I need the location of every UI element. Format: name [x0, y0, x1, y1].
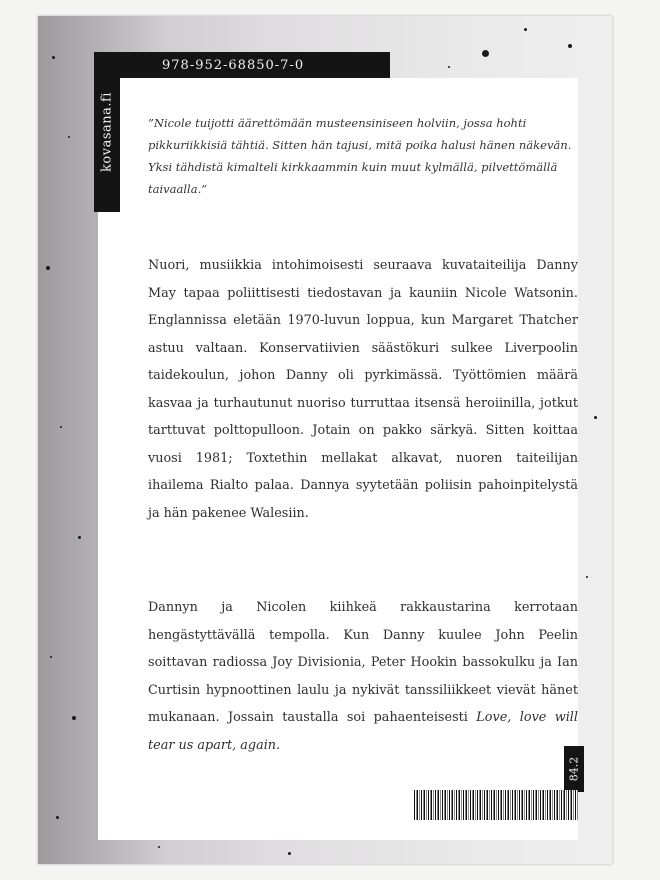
ink-speck	[158, 846, 160, 848]
ink-speck	[78, 536, 81, 539]
classification-label	[564, 746, 584, 792]
barcode	[414, 790, 578, 820]
ink-speck	[524, 28, 527, 31]
ink-speck	[568, 44, 572, 48]
ink-speck	[482, 50, 489, 57]
ink-speck	[52, 56, 55, 59]
excerpt-quote: ”Nicole tuijotti äärettömään musteensiniseen holviin, jossa hohti pikkuriikkisiä tähtiä. Sitten hän tajusi, mitä poika halusi hänen näkevän. Yksi tähdistä kimalteli kirkkaammin kuin muut kylmällä, pilvettömällä taivaalla.”	[148, 116, 572, 196]
publisher-bar	[94, 52, 120, 212]
ink-speck	[68, 136, 70, 138]
blurb-paragraph-2	[148, 594, 578, 759]
ink-speck	[448, 66, 450, 68]
isbn-label: 978-952-68850-7-0	[94, 52, 390, 78]
ink-speck	[50, 656, 52, 658]
ink-speck	[288, 852, 291, 855]
ink-speck	[586, 576, 588, 578]
publisher-url: kovasana.fi	[99, 92, 115, 172]
book-back-cover	[38, 16, 612, 864]
ink-speck	[72, 716, 76, 720]
ink-speck	[46, 266, 50, 270]
ink-speck	[60, 426, 62, 428]
song-lyric: Love, love will tear us apart, again.	[148, 710, 578, 753]
ink-speck	[594, 416, 597, 419]
blurb-paragraph-2-text: Dannyn ja Nicolen kiihkeä rakkaustarina kerrotaan hengästyttävällä tempolla. Kun Danny kuulee John Peelin soittavan radiossa Joy Divisionia, Peter Hookin bassokulku ja Ian Curtisin hypnoottinen laulu ja nykivät tanssiliikkeet vievät hänet mukanaan. Jossain taustalla soi pahaenteisesti	[148, 600, 578, 725]
blurb-paragraph-1: Nuori, musiikkia intohimoisesti seuraava kuvataiteilija Danny May tapaa poliittisesti tiedostavan ja kauniin Nicole Watsonin. Englannissa eletään 1970-luvun loppua, kun Margaret Thatcher astuu valtaan. Konservatiivien säästökuri sulkee Liverpoolin taidekoulun, johon Danny oli pyrkimässä. Työttömien määrä kasvaa ja turhautunut nuoriso turruttaa itsensä heroiinilla, jotkut tarttuvat polttopulloon. Jotain on pakko särkyä. Sitten koittaa vuosi 1981; Toxtethin mellakat alkavat, nuoren taiteilijan ihailema Rialto palaa. Dannya syytetään poliisin pahoinpitelystä ja hän pakenee Walesiin.	[148, 258, 578, 521]
ink-speck	[56, 816, 59, 819]
classification-code: 84.2	[567, 756, 581, 782]
